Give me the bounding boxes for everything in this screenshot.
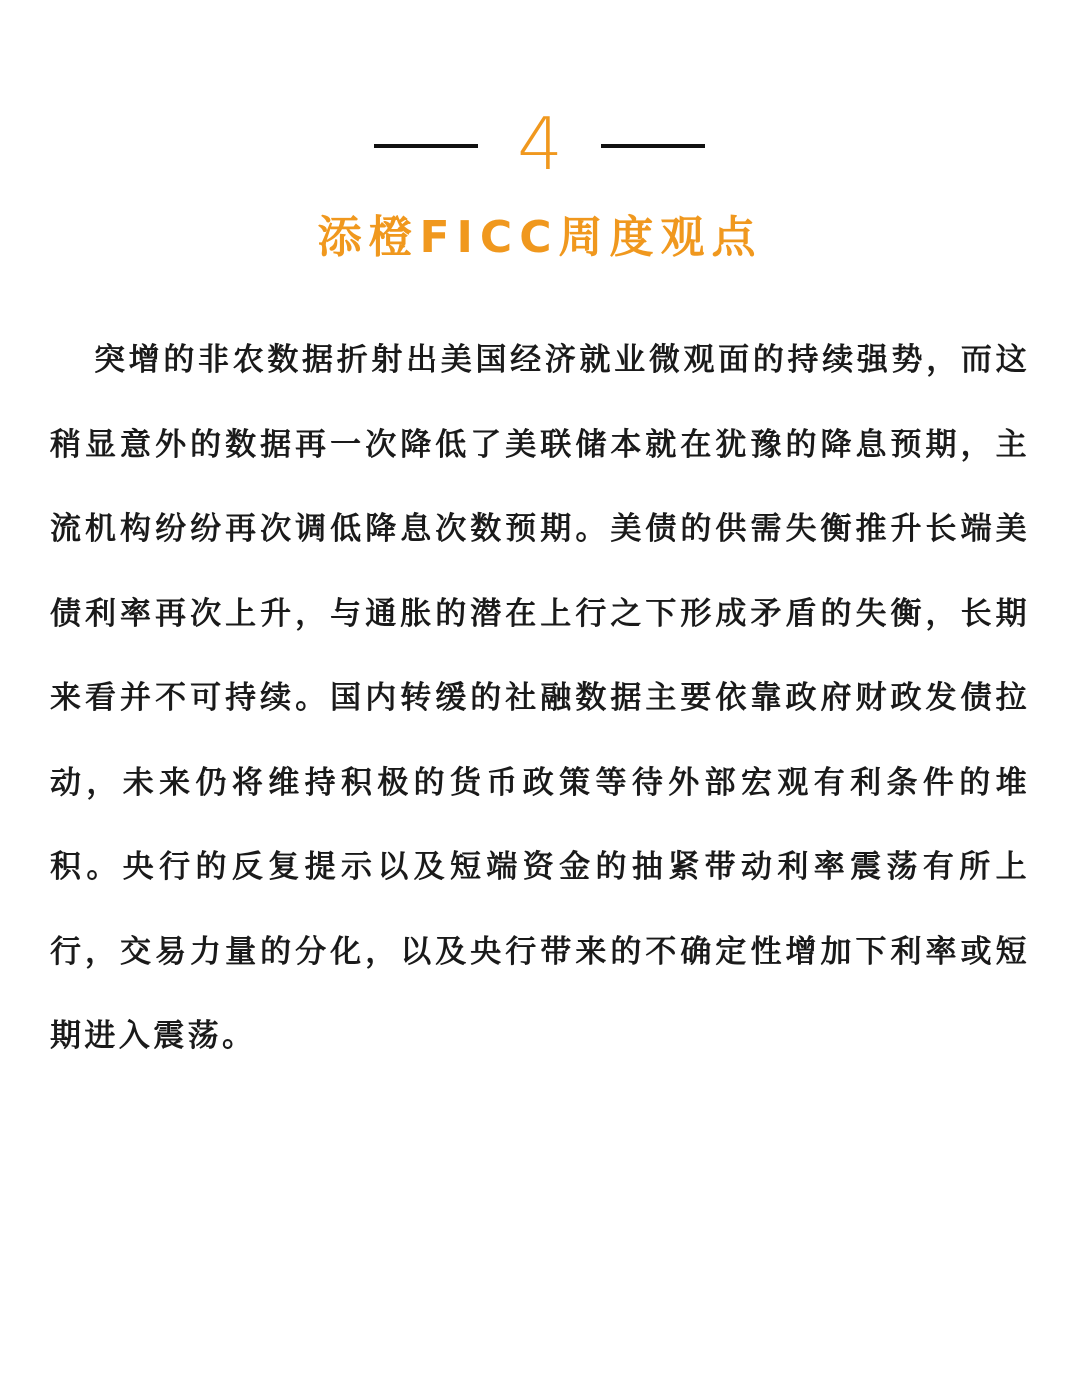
section-title: 添橙FICC周度观点 [317, 212, 763, 263]
left-divider-line [374, 144, 478, 148]
section-header [0, 102, 1080, 188]
body-paragraph: 突增的非农数据折射出美国经济就业微观面的持续强势，而这稍显意外的数据再一次降低了美联储本就在犹豫的降息预期，主流机构纷纷再次调低降息次数预期。美债的供需失衡推升长端美债利率再次上升，与通胀的潜在上行之下形成矛盾的失衡，长期来看并不可持续。国内转缓的社融数据主要依靠政府财政发债拉动，未来仍将维持积极的货币政策等待外部宏观有利条件的堆积。央行的反复提示以及短端资金的抽紧带动利率震荡有所上行，交易力量的分化，以及央行带来的不确定性增加下利率或短期进入震荡。 [50, 342, 1030, 1054]
section-number: 4 [517, 102, 563, 186]
right-divider-line [601, 144, 705, 148]
